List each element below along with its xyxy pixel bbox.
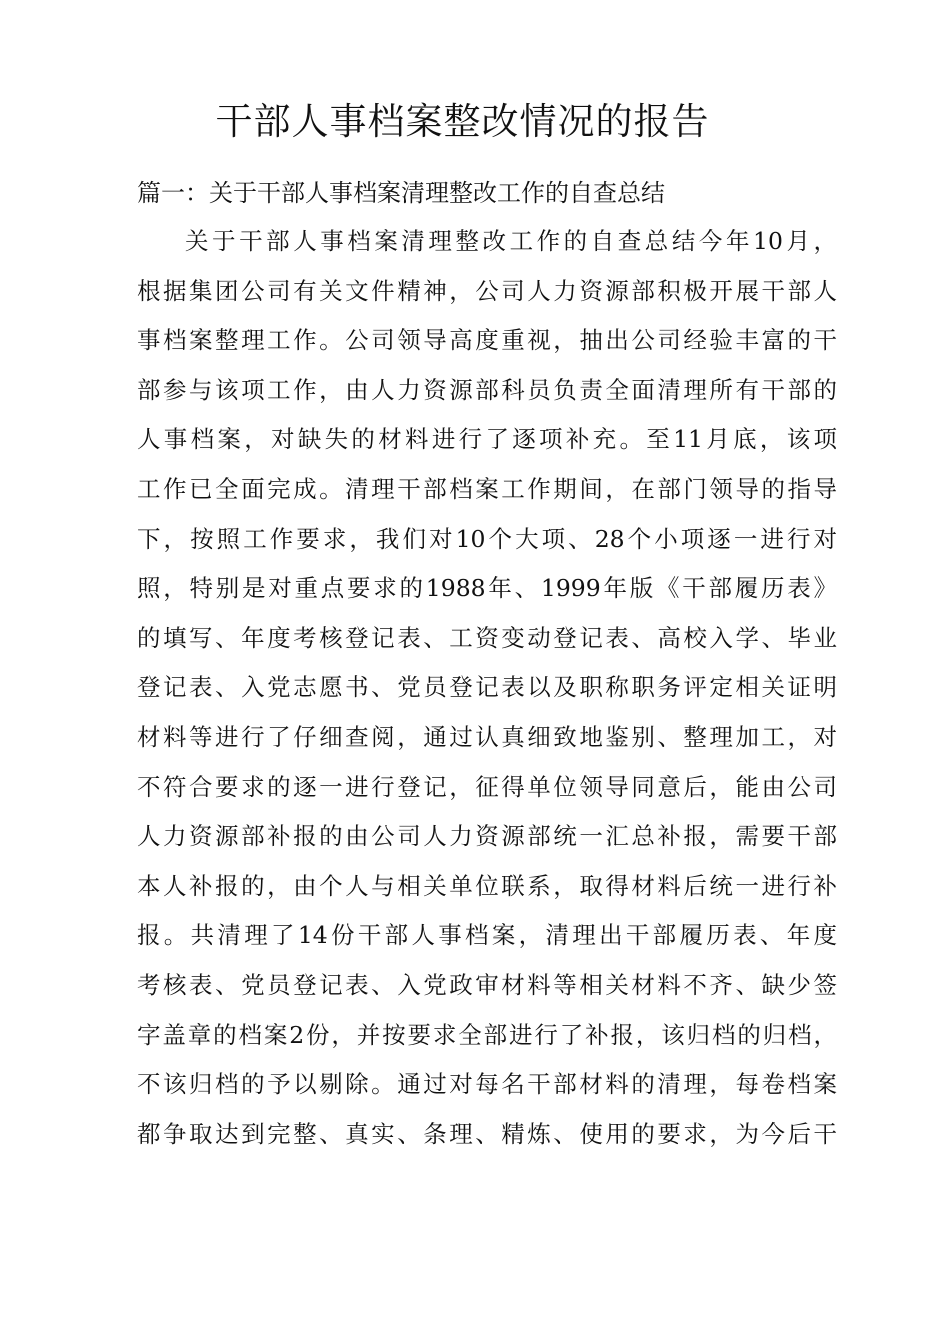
body-line: 材料等进行了仔细查阅，通过认真细致地鉴别、整理加工，对 xyxy=(137,722,837,751)
body-line: 人事档案，对缺失的材料进行了逐项补充。至11月底，该项 xyxy=(137,425,837,454)
section-heading: 篇一：关于干部人事档案清理整改工作的自查总结 xyxy=(137,179,665,207)
body-line: 不该归档的予以剔除。通过对每名干部材料的清理，每卷档案 xyxy=(137,1070,837,1099)
body-line: 工作已全面完成。清理干部档案工作期间，在部门领导的指导 xyxy=(137,474,837,503)
body-line: 事档案整理工作。公司领导高度重视，抽出公司经验丰富的干 xyxy=(137,326,837,355)
body-paragraph xyxy=(137,217,837,1159)
body-line: 不符合要求的逐一进行登记，征得单位领导同意后，能由公司 xyxy=(137,772,837,801)
body-line: 报。共清理了14份干部人事档案，清理出干部履历表、年度 xyxy=(137,921,837,950)
body-line: 根据集团公司有关文件精神，公司人力资源部积极开展干部人 xyxy=(137,276,837,305)
body-line: 登记表、入党志愿书、党员登记表以及职称职务评定相关证明 xyxy=(137,673,837,702)
body-line: 本人补报的，由个人与相关单位联系，取得材料后统一进行补 xyxy=(137,871,837,900)
body-line: 都争取达到完整、真实、条理、精炼、使用的要求，为今后干 xyxy=(137,1119,837,1148)
body-line: 照，特别是对重点要求的1988年、1999年版《干部履历表》 xyxy=(137,574,837,603)
body-line: 字盖章的档案2份，并按要求全部进行了补报，该归档的归档， xyxy=(137,1020,837,1049)
body-line: 人力资源部补报的由公司人力资源部统一汇总补报，需要干部 xyxy=(137,822,837,851)
body-line: 的填写、年度考核登记表、工资变动登记表、高校入学、毕业 xyxy=(137,623,837,652)
document-title: 干部人事档案整改情况的报告 xyxy=(215,100,710,143)
body-line: 关于干部人事档案清理整改工作的自查总结今年10月， xyxy=(185,227,837,255)
body-line: 下，按照工作要求，我们对10个大项、28个小项逐一进行对 xyxy=(137,524,837,553)
body-line: 部参与该项工作，由人力资源部科员负责全面清理所有干部的 xyxy=(137,375,837,404)
body-line: 考核表、党员登记表、入党政审材料等相关材料不齐、缺少签 xyxy=(137,970,837,999)
